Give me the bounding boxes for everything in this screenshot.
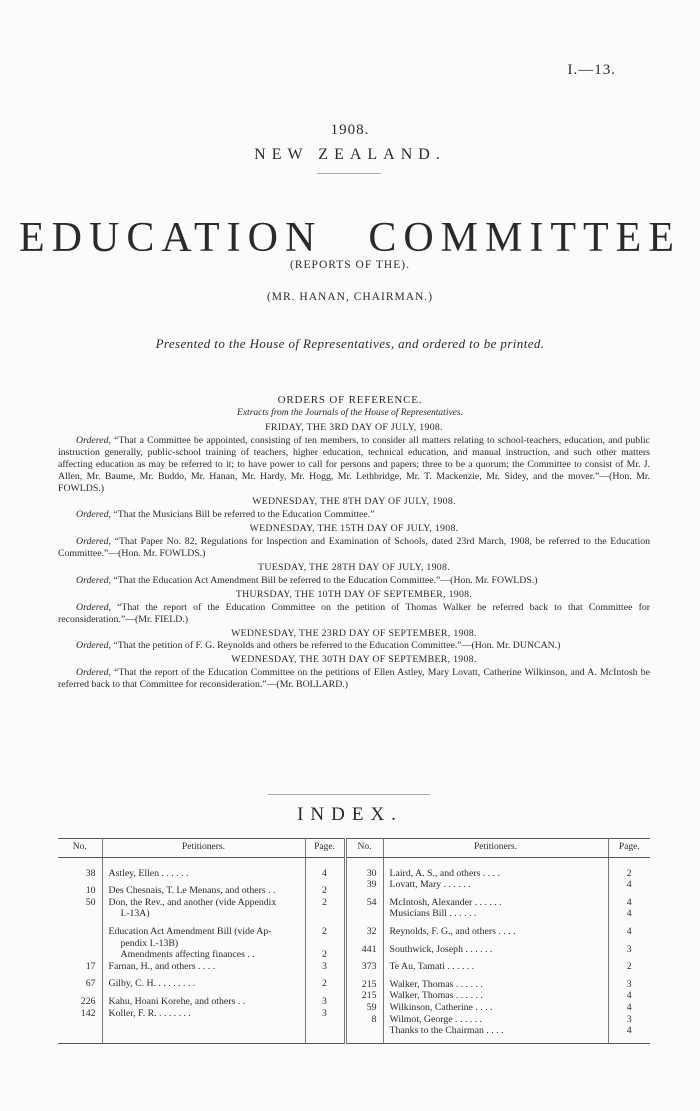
petitioner-name: Kahu, Hoani Korehe, and others . . [108,995,246,1007]
petitioner-name: Southwick, Joseph . . . . . . [389,943,493,955]
entry-page: 3 [322,1007,327,1019]
order-body: “That the report of the Education Committee on the petitions of Ellen Astley, Mary Lovatt, Catherine Wilkinson, and A. McIntosh be referred back to that Committee for reconsideration.”—(Mr. BOLLARD.) [58,667,650,691]
order-date: WEDNESDAY, THE 8TH DAY OF JULY, 1908. [252,496,456,508]
year: 1908. [330,122,370,138]
entry-no: 38 [85,867,96,879]
order-date: WEDNESDAY, THE 30TH DAY OF SEPTEMBER, 1908. [231,654,477,666]
order-text [58,536,650,560]
entry-no: 32 [366,925,377,937]
order-entry [58,654,650,691]
title-word-education: EDUCATION [19,215,323,261]
order-entry [58,422,650,494]
entry-page: 3 [626,1013,632,1025]
order-date: WEDNESDAY, THE 23RD DAY OF SEPTEMBER, 1908. [231,627,477,639]
order-date: FRIDAY, THE 3RD DAY OF JULY, 1908. [265,422,443,433]
order-entry [58,562,650,587]
entry-page: 2 [322,978,327,990]
left-petitioners [102,857,305,1043]
petitioner-name: Des Chesnais, T. Le Menans, and others . . [108,885,276,897]
right-petitioners [383,857,608,1043]
order-lead: Ordered, [76,640,111,652]
orders-of-reference [58,420,650,691]
entry-no: 226 [80,995,96,1007]
index-body-row [58,857,650,1043]
petitioner-name: Lovatt, Mary . . . . . . [389,879,471,891]
col-header-no: No. [345,839,383,858]
entry-no: 54 [366,896,377,908]
entry-no: 215 [361,990,377,1002]
petitioner-name: Amendments affecting finances . . [120,949,255,961]
order-body: “That the Education Act Amendment Bill be referred to the Education Committee.”—(Hon. Mr. FOWLDS.) [113,574,538,586]
order-body: “That Paper No. 82, Regulations for Inspection and Examination of Schools, dated 23rd March, 1908, be referred to the Education Committee.”—(Hon. Mr. FOWLDS.) [58,536,650,560]
petitioner-name: I.-13A) [120,908,150,920]
order-body: “That the report of the Education Committee on the petition of Thomas Walker be referred back to that Committee for reconsideration.”—(Mr. FIELD.) [58,601,650,625]
entry-page: 4 [626,925,632,937]
document-subtitle: (REPORTS OF THE). [290,259,410,271]
entry-page: 3 [322,995,327,1007]
orders-heading: ORDERS OF REFERENCE. [277,394,423,406]
entry-no: 30 [366,867,377,879]
entry-page: 2 [626,961,632,973]
entry-page: 2 [322,949,327,961]
country-heading: NEW ZEALAND. [254,146,446,163]
divider [268,794,430,795]
order-body: “That a Committee be appointed, consisting of ten members, to consider all matters relating to school-teachers, education, and public instruction generally, public-school training of teachers, higher education, technical education, and manual instruction, and such other matters affecting education as may be referred to it; to have power to call for persons and papers; three to be a quorum; the Committee to consist of Mr. J. Allen, Mr. Baume, Mr. Buddo, Mr. Hanan, Mr. Hardy, Mr. Hogg, Mr. Lethbridge, Mr. T. Mackenzie, Mr. Sidey, and the mover.”—(Hon. Mr. FOWLDS.) [58,434,650,494]
order-body: “That the petition of F. G. Reynolds and others be referred to the Education Committee.”—(Hon. Mr. DUNCAN.) [113,640,561,652]
order-text [58,435,650,495]
order-lead: Ordered, [76,667,111,679]
petitioner-name: Don, the Rev., and another (vide Appendix [108,896,277,908]
petitioner-name: Laird, A. S., and others . . . . [389,867,500,879]
petitioner-name: Gilby, C. H. . . . . . . . . [108,978,196,990]
petitioner-name: Astley, Ellen . . . . . . [108,867,189,879]
petitioner-name: Wilmot, George . . . . . . [389,1013,482,1025]
col-header-petitioners: Petitioners. [383,839,608,858]
order-lead: Ordered, [76,536,111,548]
document-title [0,214,700,262]
order-lead: Ordered, [76,509,111,521]
order-entry [58,628,650,653]
order-text [58,575,650,587]
petitioner-name: Education Act Amendment Bill (vide Ap- [108,925,272,937]
petitioner-name: Thanks to the Chairman . . . . [389,1025,504,1037]
entry-page: 3 [322,960,327,972]
left-pages [305,857,345,1043]
chairman-line: (MR. HANAN, CHAIRMAN.) [266,291,434,303]
entry-page: 3 [626,978,632,990]
order-lead: Ordered, [76,574,111,586]
order-lead: Ordered, [76,601,111,613]
petitioner-name: Walker, Thomas . . . . . . [389,990,483,1002]
divider [317,173,381,174]
right-pages [608,857,650,1043]
petitioner-name: Reynolds, F. G., and others . . . . [389,925,516,937]
entry-page: 2 [322,896,327,908]
entry-page: 2 [322,925,327,937]
page-reference: I.—13. [567,62,616,78]
entry-no: 67 [85,978,96,990]
left-numbers [58,857,102,1043]
entry-no: 17 [85,960,96,972]
order-date: TUESDAY, THE 28TH DAY OF JULY, 1908. [258,561,450,573]
entry-no: 50 [85,896,96,908]
entry-page: 2 [322,885,327,897]
entry-no: 142 [80,1007,96,1019]
petitioner-name: McIntosh, Alexander . . . . . . [389,896,502,908]
petitioner-name: Musicians Bill . . . . . . [389,908,477,920]
entry-no: 10 [85,885,96,897]
order-text [58,509,650,521]
entry-no: 373 [361,961,377,973]
right-numbers [345,857,383,1043]
entry-no: 39 [366,879,377,891]
entry-no: 441 [361,943,377,955]
entry-page: 4 [626,1001,632,1013]
entry-page: 3 [626,943,632,955]
petitioner-name: Koller, F. R. . . . . . . . [108,1007,191,1019]
order-entry [58,523,650,560]
extracts-line: Extracts from the Journals of the House of Representatives. [237,408,463,418]
order-date: WEDNESDAY, THE 15TH DAY OF JULY, 1908. [249,523,459,535]
title-word-committee: COMMITTEE [368,215,681,261]
entry-page: 4 [626,990,632,1002]
col-header-page: Page. [305,839,345,858]
entry-page: 4 [322,867,327,879]
col-header-no: No. [58,839,102,858]
entry-page: 4 [626,1025,632,1037]
entry-page: 4 [626,908,632,920]
index-table [58,838,650,1044]
order-entry [58,589,650,626]
order-text [58,602,650,626]
index-title: INDEX. [297,804,403,825]
entry-page: 4 [626,879,632,891]
entry-no: 215 [361,978,377,990]
presented-line: Presented to the House of Representatives, and ordered to be printed. [155,336,545,351]
order-body: “That the Musicians Bill be referred to the Education Committee.” [113,509,375,521]
order-text [58,640,650,652]
entry-page: 4 [626,896,632,908]
petitioner-name: Walker, Thomas . . . . . . [389,978,483,990]
petitioner-name: Farnan, H., and others . . . . [108,960,216,972]
order-date: THURSDAY, THE 10TH DAY OF SEPTEMBER, 1908. [235,588,473,600]
entry-no: 8 [371,1013,377,1025]
col-header-petitioners: Petitioners. [102,839,305,858]
petitioner-name: Wilkinson, Catherine . . . . [389,1001,493,1013]
index-header-row [58,839,650,858]
petitioner-name: Te Au, Tamati . . . . . . [389,961,475,973]
order-lead: Ordered, [76,434,111,446]
order-entry [58,496,650,521]
entry-no: 59 [366,1001,377,1013]
petitioner-name: pendix I.-13B) [120,937,179,949]
col-header-page: Page. [608,839,650,858]
order-text [58,667,650,691]
entry-page: 2 [626,867,632,879]
